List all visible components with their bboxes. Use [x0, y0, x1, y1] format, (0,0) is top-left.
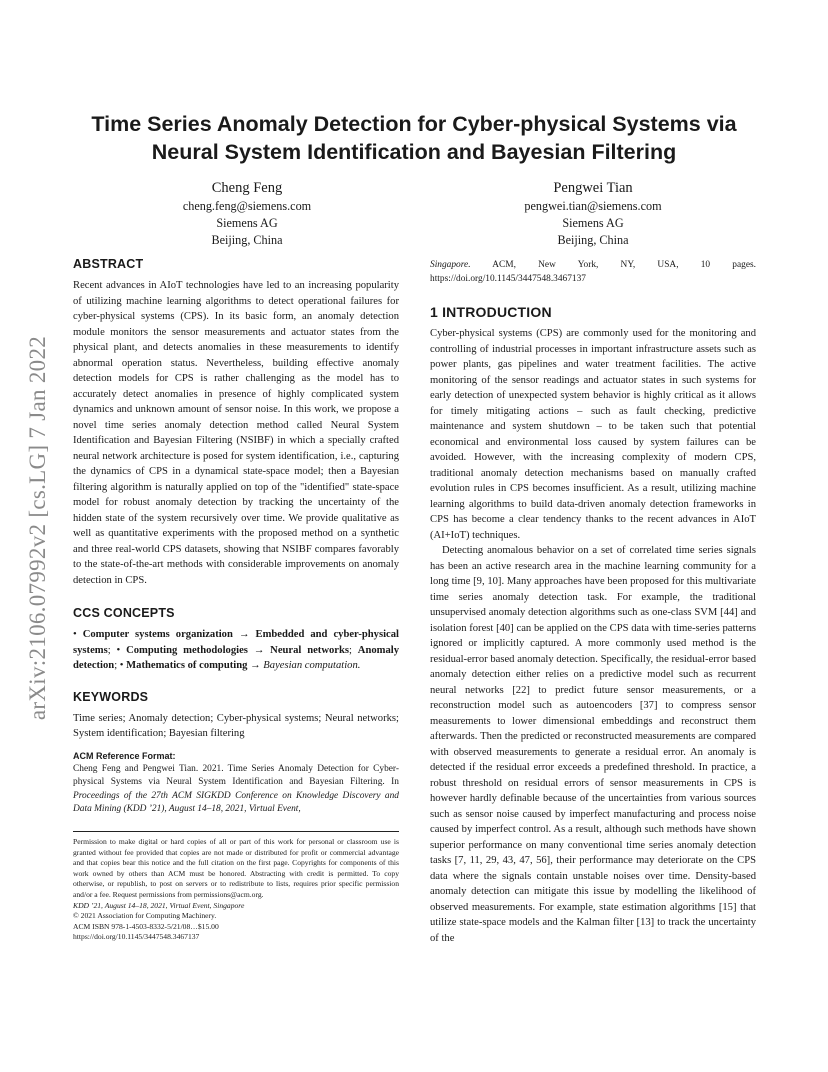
ccs-item-2: Computing methodologies	[126, 644, 248, 656]
ccs-item-2-sub-b: Anomaly detection	[73, 644, 399, 671]
ccs-arrow: →	[253, 644, 265, 656]
author-affiliation: Siemens AG	[562, 216, 624, 230]
arxiv-stamp	[18, 295, 58, 760]
author-affiliation: Siemens AG	[216, 216, 278, 230]
author-location: Beijing, China	[557, 233, 629, 247]
copyright-line: © 2021 Association for Computing Machinery.	[73, 911, 217, 921]
author-name: Pengwei Tian	[553, 180, 633, 196]
acm-reference-heading: ACM Reference Format:	[73, 750, 176, 761]
introduction-para-1: Cyber-physical systems (CPS) are commonly used for the monitoring and controlling of industrial processes in important infrastructure assets such as power plants, gas pipelines and water treatment facilities. The active monitoring of the sensor readings and actuator states in such systems for early detection of unexpected system behavior is highly critical as it allows for timely mitigating actions – such as fault checking, predictive maintenance and system shutdown – to be taken such that potential economical and environmental loss caused by system failures can be avoided. However, with the increasing complexity of modern CPS, traditional anomaly detection mechanisms based on manually crafted evolution rules in CPS becomes insufficient. As a result, utilizing machine learning algorithms to build data-driven anomaly detection frameworks in CPS has become a clear tendency thanks to the recent advances in AIoT (AI+IoT) techniques.	[430, 328, 756, 541]
ccs-arrow: →	[238, 629, 250, 640]
author-name: Cheng Feng	[211, 180, 283, 196]
keywords-text: Time series; Anomaly detection; Cyber-physical systems; Neural networks; System identification; Bayesian filtering	[73, 712, 399, 739]
ccs-concepts: • Computer systems organization → Embedded and cyber-physical systems; • Computing methodologies → Neural networks; Anomaly detection; • Mathematics of computing → Bayesian computation.	[73, 629, 399, 671]
arxiv-stamp-text: arXiv:2106.07992v2 [cs.LG] 7 Jan 2022	[25, 335, 50, 720]
acm-reference-italic: Proceedings of the 27th ACM SIGKDD Conference on Knowledge Discovery and Data Mining (KDD ’21), August 14–18, 2021, Virtual Event,	[73, 790, 399, 814]
venue-line: KDD ’21, August 14–18, 2021, Virtual Event, Singapore	[73, 900, 245, 910]
right-column	[430, 259, 756, 946]
acm-reference-text	[73, 763, 399, 817]
copyright-footnote	[73, 837, 399, 943]
ccs-item-2-sub-a: Neural networks	[270, 644, 349, 656]
ccs-bullet: •	[73, 629, 77, 640]
ccs-arrow: →	[250, 660, 261, 671]
abstract-heading: ABSTRACT	[73, 257, 144, 271]
permission-notice: Permission to make digital or hard copies of all or part of this work for personal or classroom use is granted without fee provided that copies are not made or distributed for profit or commercial advantage and that copies bear this notice and the full citation on the first page. Copyrights for components of this work owned by others than ACM must be honored. Abstracting with credit is permitted. To copy otherwise, or republish, to post on servers or to redistribute to lists, requires prior specific permission and/or a fee. Request permissions from permissions@acm.org.	[73, 837, 399, 899]
acm-reference-cont-plain: ACM, New York, NY, USA, 10 pages. https://doi.org/10.1145/3447548.3467137	[430, 260, 756, 284]
introduction-para-2: Detecting anomalous behavior on a set of correlated time series signals has been an active research area in the machine learning community for a long time [9, 10]. Many approaches have been proposed for this multivariate time series anomaly detection task. For example, the traditional unsupervised anomaly detection algorithms such as one-class SVM [44] and isolation forest [40] can be applied on the CPS data with time-series patterns ignored or implicitly captured. A more commonly used method is the residual-error based anomaly detection. Specifically, the residual-error based anomaly detection either relies on a predictive model such as recurrent neural networks [22] to predict future sensor measurements, or a reconstruction model such as autoencoders [37] to compress sensor measurements to lower dimensional embeddings and reconstruct them afterwards. Then the predicted or reconstructed measurements are compared with observed measurements to generate a residual error. An anomaly is detected if the residual error exceeds a predefined threshold. In practice, a robust threshold on residual errors of sensor measurements in CPS is however hardly definable because of the uncertainties from various sources such as sensor noise caused by imperfect manufacturing and process noise caused by imperfect control. As a result, although such methods have shown superior performance on many conventional time series anomaly detection tasks [7, 11, 29, 43, 47, 56], their performance may deteriorate on the CPS data where the signals contain unstable noises over time. Density-based anomaly detection can mitigate this issue by modelling the likelihood of observed measurements. For example, state estimation algorithms [15] that utilize state-space models and the Kalman filter [13] to track the uncertainty of the	[430, 545, 756, 944]
acm-reference-cont-italic: Singapore.	[430, 260, 471, 270]
keywords-heading: KEYWORDS	[73, 689, 149, 704]
ccs-heading: CCS CONCEPTS	[73, 606, 175, 620]
ccs-item-1-sub: Embedded and cyber-physical systems	[73, 629, 399, 656]
paper-title: Time Series Anomaly Detection for Cyber-physical Systems via Neural System Identification and Bayesian Filtering	[91, 112, 737, 164]
ccs-item-3-sub: Bayesian computation.	[263, 660, 361, 671]
footnote-rule	[73, 831, 399, 832]
abstract-text: Recent advances in AIoT technologies have led to an increasing popularity of utilizing machine learning algorithms to detect operational failures for cyber-physical systems (CPS). In its basic form, an anomaly detection module monitors the sensor measurements and actuator states from the physical plant, and detects anomalies in these measurements to identify abnormal operation status. Nevertheless, building effective anomaly detection models for CPS is rather challenging as the model has to accurately detect anomalies in presence of highly complicated system dynamics and unknown amount of sensor noise. In this work, we propose a novel time series anomaly detection method called Neural System Identification and Bayesian Filtering (NSIBF) in which a specially crafted neural network architecture is posed for system identification, i.e., capturing the dynamics of CPS in a dynamical state-space model; then a Bayesian filtering algorithm is naturally applied on top of the "identified" state-space model for robust anomaly detection by tracking the uncertainty of the hidden state of the system recursively over time. We provide qualitative as well as quantitative experiments with the proposed method on a synthetic and three real-world CPS datasets, showing that NSIBF compares favorably to the state-of-the-art methods with considerable improvements on anomaly detection in CPS.	[73, 280, 399, 586]
isbn-line: ACM ISBN 978-1-4503-8332-5/21/08…$15.00	[73, 921, 219, 931]
author-block-1	[97, 178, 397, 249]
left-column	[73, 256, 399, 817]
ccs-bullet: •	[116, 644, 121, 656]
author-block-2	[443, 178, 743, 249]
ccs-item-1: Computer systems organization	[82, 629, 233, 640]
doi-line: https://doi.org/10.1145/3447548.3467137	[73, 932, 200, 942]
acm-reference-plain: Cheng Feng and Pengwei Tian. 2021. Time Series Anomaly Detection for Cyber-physical Systems via Neural System Identification and Bayesian Filtering. In	[73, 763, 399, 787]
ccs-bullet: •	[119, 660, 124, 671]
acm-reference-continued	[430, 259, 756, 286]
author-location: Beijing, China	[211, 233, 283, 247]
ccs-item-3: Mathematics of computing	[126, 660, 248, 671]
introduction-heading: 1 INTRODUCTION	[430, 304, 552, 320]
author-email: pengwei.tian@siemens.com	[524, 199, 662, 213]
author-email: cheng.feng@siemens.com	[182, 199, 312, 213]
